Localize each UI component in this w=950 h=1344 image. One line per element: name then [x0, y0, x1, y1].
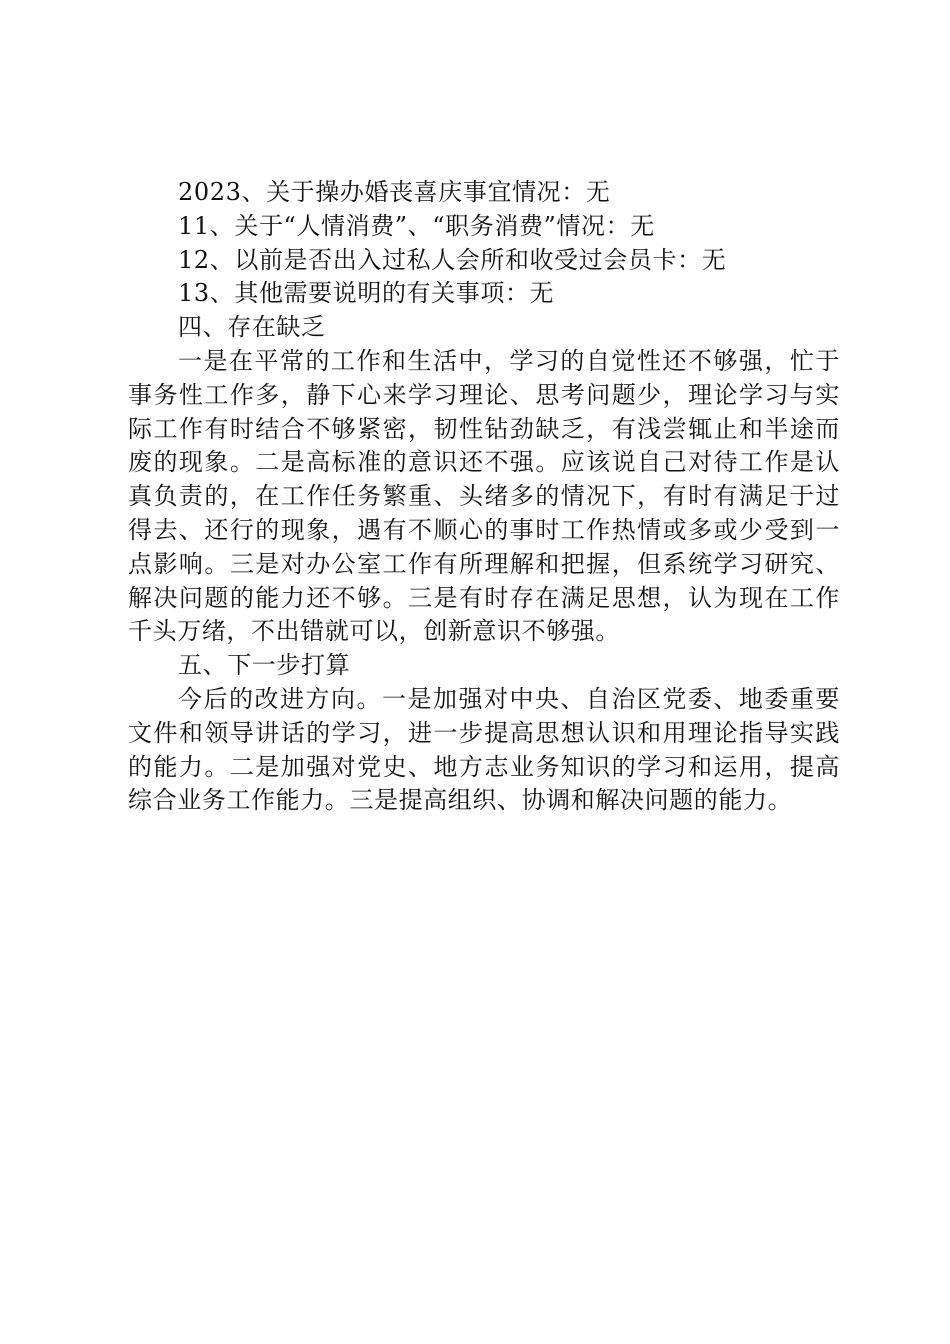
item-2023-weddings-funerals: 2023、关于操办婚丧喜庆事宜情况：无: [178, 178, 611, 206]
item-11-consumption: 11、关于“人情消费”、“职务消费”情况：无: [178, 211, 655, 240]
item-13-other-matters: 13、其他需要说明的有关事项：无: [178, 279, 555, 308]
section-5-paragraph: 今后的改进方向。一是加强对中央、自治区党委、地委重要文件和领导讲话的学习，进一步提高思想认识和用理论指导实践的能力。二是加强对党史、地方志业务知识的学习和运用，提高综合业务工作能力。三是提高组织、协调和解决问题的能力。: [128, 684, 840, 815]
section-4-heading: 四、存在缺乏: [178, 313, 326, 342]
item-12-private-clubs: 12、以前是否出入过私人会所和收受过会员卡：无: [178, 245, 727, 274]
section-5-heading: 五、下一步打算: [178, 651, 351, 680]
document-body: [128, 176, 840, 818]
section-4-paragraph: 一是在平常的工作和生活中，学习的自觉性还不够强，忙于事务性工作多，静下心来学习理论、思考问题少，理论学习与实际工作有时结合不够紧密，韧性钻劲缺乏，有浅尝辄止和半途而废的现象。二是高标准的意识还不强。应该说自己对待工作是认真负责的，在工作任务繁重、头绪多的情况下，有时有满足于过得去、还行的现象，遇有不顺心的事时工作热情或多或少受到一点影响。三是对办公室工作有所理解和把握，但系统学习研究、解决问题的能力还不够。三是有时存在满足思想，认为现在工作千头万绪，不出错就可以，创新意识不够强。: [128, 346, 840, 646]
